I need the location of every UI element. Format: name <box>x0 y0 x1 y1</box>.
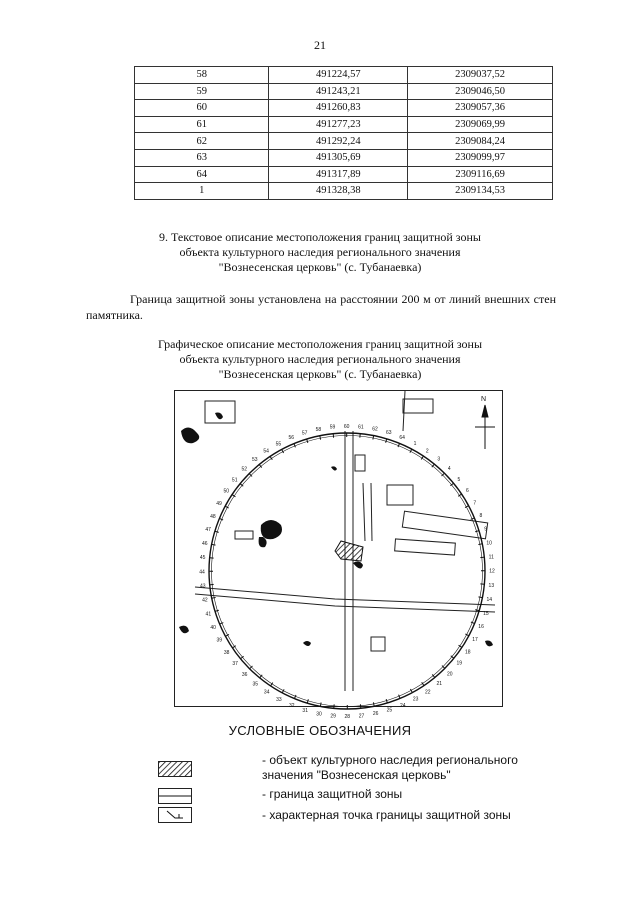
boundary-point-marker <box>386 699 387 703</box>
protection-zone-map <box>174 390 503 720</box>
vegetation-blob <box>303 641 311 646</box>
section9-heading-line: "Вознесенская церковь" (с. Тубанаевка) <box>218 260 422 274</box>
table-row <box>135 183 553 200</box>
table-cell: 491305,69 <box>269 149 408 166</box>
table-cell: 63 <box>135 149 269 166</box>
boundary-point-label: 25 <box>386 707 393 714</box>
building-outline <box>403 399 433 413</box>
legend-text: - объект культурного наследия регионального <box>262 753 518 767</box>
boundary-point-label: 44 <box>199 569 205 576</box>
boundary-point-marker <box>475 531 479 532</box>
legend-point-swatch <box>158 807 192 823</box>
boundary-point-label: 62 <box>372 426 378 433</box>
boundary-point-label: 30 <box>316 711 322 718</box>
boundary-paragraph-line: Граница защитной зоны установлена на расстоянии 200 м от линий внешних стен <box>130 292 556 306</box>
legend-title: УСЛОВНЫЕ ОБОЗНАЧЕНИЯ <box>228 723 412 738</box>
table-cell: 491328,38 <box>269 183 408 200</box>
boundary-point-marker <box>215 531 219 532</box>
table-cell: 60 <box>135 100 269 117</box>
vegetation-blob <box>261 520 282 539</box>
boundary-paragraph <box>86 291 556 323</box>
boundary-point-label: 56 <box>288 435 295 442</box>
boundary-point-marker <box>219 518 223 520</box>
section9-heading-line: объекта культурного наследия регионального значения <box>179 245 461 259</box>
boundary-point-marker <box>320 702 321 706</box>
boundary-point-label: 32 <box>289 703 295 710</box>
boundary-point-label: 43 <box>199 583 206 590</box>
boundary-point-label: 20 <box>446 671 453 678</box>
boundary-point-label: 12 <box>489 568 495 575</box>
vegetation-blob <box>485 641 493 647</box>
boundary-point-marker <box>212 544 216 545</box>
boundary-point-label: 60 <box>343 424 350 431</box>
vegetation-blob <box>331 466 337 470</box>
page-number: 21 <box>314 38 326 52</box>
road-line <box>363 483 365 541</box>
boundary-point-marker <box>215 610 219 611</box>
vegetation-blob <box>259 537 267 547</box>
table-cell: 491224,57 <box>269 67 408 84</box>
table-cell: 2309099,97 <box>408 149 553 166</box>
boundary-point-label: 4 <box>447 466 451 473</box>
boundary-point-label: 52 <box>241 466 248 473</box>
graphic-heading-line: Графическое описание местоположения границ защитной зоны <box>157 337 483 351</box>
table-cell: 59 <box>135 83 269 100</box>
boundary-point-marker <box>307 439 308 443</box>
boundary-point-marker <box>475 610 479 611</box>
boundary-point-label: 59 <box>329 424 336 431</box>
boundary-point-label: 9 <box>484 526 488 533</box>
vegetation-blob <box>181 427 199 443</box>
boundary-point-label: 34 <box>263 689 270 696</box>
table-cell: 2309046,50 <box>408 83 553 100</box>
table-cell: 1 <box>135 183 269 200</box>
graphic-heading-line: объекта культурного наследия регионального значения <box>179 352 461 366</box>
boundary-point-label: 23 <box>412 696 419 703</box>
boundary-point-marker <box>373 702 374 706</box>
boundary-point-label: 39 <box>216 637 223 644</box>
roads-layer <box>195 391 495 691</box>
boundary-point-label: 6 <box>465 488 469 495</box>
building-outline <box>235 531 253 539</box>
boundary-point-label: 63 <box>386 430 392 437</box>
boundary-point-label: 17 <box>472 637 478 644</box>
boundary-point-marker <box>478 544 482 545</box>
building-outline <box>355 455 365 471</box>
table-cell: 2309037,52 <box>408 67 553 84</box>
table-cell: 491260,83 <box>269 100 408 117</box>
boundary-point-label: 42 <box>202 597 208 604</box>
church-object <box>335 541 363 561</box>
boundary-point-label: 8 <box>479 513 483 520</box>
table-cell: 2309084,24 <box>408 133 553 150</box>
north-arrow-icon <box>475 405 495 449</box>
vegetation-blob <box>353 561 363 568</box>
table-cell: 62 <box>135 133 269 150</box>
boundary-point-label: 21 <box>436 680 443 687</box>
vegetation-layer <box>179 413 493 647</box>
boundary-point-label: 10 <box>486 540 492 547</box>
boundary-point-label: 11 <box>488 554 494 561</box>
vegetation-blob <box>215 413 223 420</box>
boundary-point-label: 28 <box>344 713 351 720</box>
boundary-point-label: 26 <box>372 711 379 718</box>
boundary-point-label: 41 <box>205 611 212 618</box>
table-row <box>135 83 553 100</box>
boundary-point-marker <box>220 623 224 625</box>
boundary-point-label: 13 <box>488 582 495 589</box>
boundary-paragraph-line: памятника. <box>86 308 143 322</box>
boundary-point-marker <box>398 443 400 447</box>
legend-hatched-swatch <box>158 761 192 777</box>
table-cell: 491243,21 <box>269 83 408 100</box>
table-cell: 61 <box>135 116 269 133</box>
building-outline <box>387 485 413 505</box>
boundary-point-label: 54 <box>263 448 269 455</box>
boundary-point-label: 58 <box>315 426 322 433</box>
boundary-point-label: 51 <box>231 477 238 484</box>
boundary-point-label: 37 <box>232 661 238 668</box>
boundary-point-marker <box>478 597 482 598</box>
table-row <box>135 67 553 84</box>
boundary-point-label: 49 <box>216 500 222 507</box>
boundary-point-label: 2 <box>425 448 429 455</box>
table-cell: 58 <box>135 67 269 84</box>
table-cell: 491292,24 <box>269 133 408 150</box>
table-row <box>135 100 553 117</box>
boundary-point-label: 40 <box>210 624 216 631</box>
boundary-point-marker <box>307 699 308 703</box>
point-marker-icon <box>159 808 191 822</box>
boundary-point-label: 48 <box>210 513 216 520</box>
table-cell: 491317,89 <box>269 166 408 183</box>
boundary-point-label: 36 <box>241 671 248 678</box>
boundary-point-label: 5 <box>457 476 461 483</box>
boundary-point-label: 3 <box>437 456 441 463</box>
coordinates-table <box>134 66 553 200</box>
boundary-point-label: 7 <box>473 500 477 507</box>
boundary-point-marker <box>471 622 475 624</box>
graphic-heading-line: "Вознесенская церковь" (с. Тубанаевка) <box>218 367 422 381</box>
table-row <box>135 133 553 150</box>
boundary-point-label: 35 <box>252 681 259 688</box>
boundary-point-label: 38 <box>223 649 230 656</box>
building-outline <box>402 511 487 539</box>
hatched-square-icon <box>159 762 191 776</box>
boundary-point-label: 55 <box>275 441 282 448</box>
boundary-point-label: 50 <box>223 488 230 495</box>
boundary-point-label: 46 <box>201 541 208 548</box>
legend-boundary-swatch <box>158 788 192 804</box>
building-outline <box>371 637 385 651</box>
boundary-point-marker <box>294 695 296 699</box>
boundary-point-label: 33 <box>276 697 282 704</box>
boundary-point-label: 24 <box>399 702 406 709</box>
section9-heading-line: 9. Текстовое описание местоположения границ защитной зоны <box>159 230 481 244</box>
legend-text: значения "Вознесенская церковь" <box>262 768 451 782</box>
table-cell: 2309057,36 <box>408 100 553 117</box>
north-label: N <box>481 396 487 403</box>
table-cell: 2309116,69 <box>408 166 553 183</box>
boundary-point-label: 64 <box>399 434 405 441</box>
boundary-point-marker <box>320 436 321 440</box>
boundary-point-marker <box>386 439 387 443</box>
boundary-point-label: 15 <box>483 610 489 617</box>
vegetation-blob <box>179 626 189 634</box>
double-line-icon <box>159 789 191 803</box>
table-cell: 2309069,99 <box>408 116 553 133</box>
boundary-point-label: 45 <box>199 555 206 562</box>
table-cell: 491277,23 <box>269 116 408 133</box>
boundary-point-label: 18 <box>464 649 471 656</box>
boundary-point-label: 47 <box>205 527 211 534</box>
road-line <box>371 483 372 541</box>
boundary-point-label: 61 <box>358 424 364 431</box>
table-row <box>135 149 553 166</box>
boundary-point-label: 29 <box>330 713 336 720</box>
table-cell: 2309134,53 <box>408 183 553 200</box>
boundary-point-marker <box>212 597 216 598</box>
boundary-point-marker <box>471 518 475 520</box>
table-cell: 64 <box>135 166 269 183</box>
boundary-points-layer <box>199 424 495 720</box>
boundary-point-label: 31 <box>302 707 308 714</box>
table-row <box>135 116 553 133</box>
boundary-point-label: 1 <box>413 440 417 447</box>
boundary-point-label: 14 <box>486 596 493 603</box>
boundary-point-marker <box>294 444 296 448</box>
boundary-point-marker <box>373 436 374 440</box>
building-outline <box>205 401 235 423</box>
table-row <box>135 166 553 183</box>
boundary-point-marker <box>399 695 401 699</box>
boundary-point-label: 22 <box>425 689 431 696</box>
boundary-point-label: 53 <box>251 457 258 464</box>
building-outline <box>395 539 456 555</box>
boundary-point-label: 57 <box>301 430 308 437</box>
legend-text: - характерная точка границы защитной зоны <box>262 808 511 822</box>
boundary-point-label: 19 <box>456 660 463 667</box>
legend-text: - граница защитной зоны <box>262 787 403 801</box>
boundary-point-label: 16 <box>478 624 484 631</box>
boundary-point-label: 27 <box>358 713 365 720</box>
